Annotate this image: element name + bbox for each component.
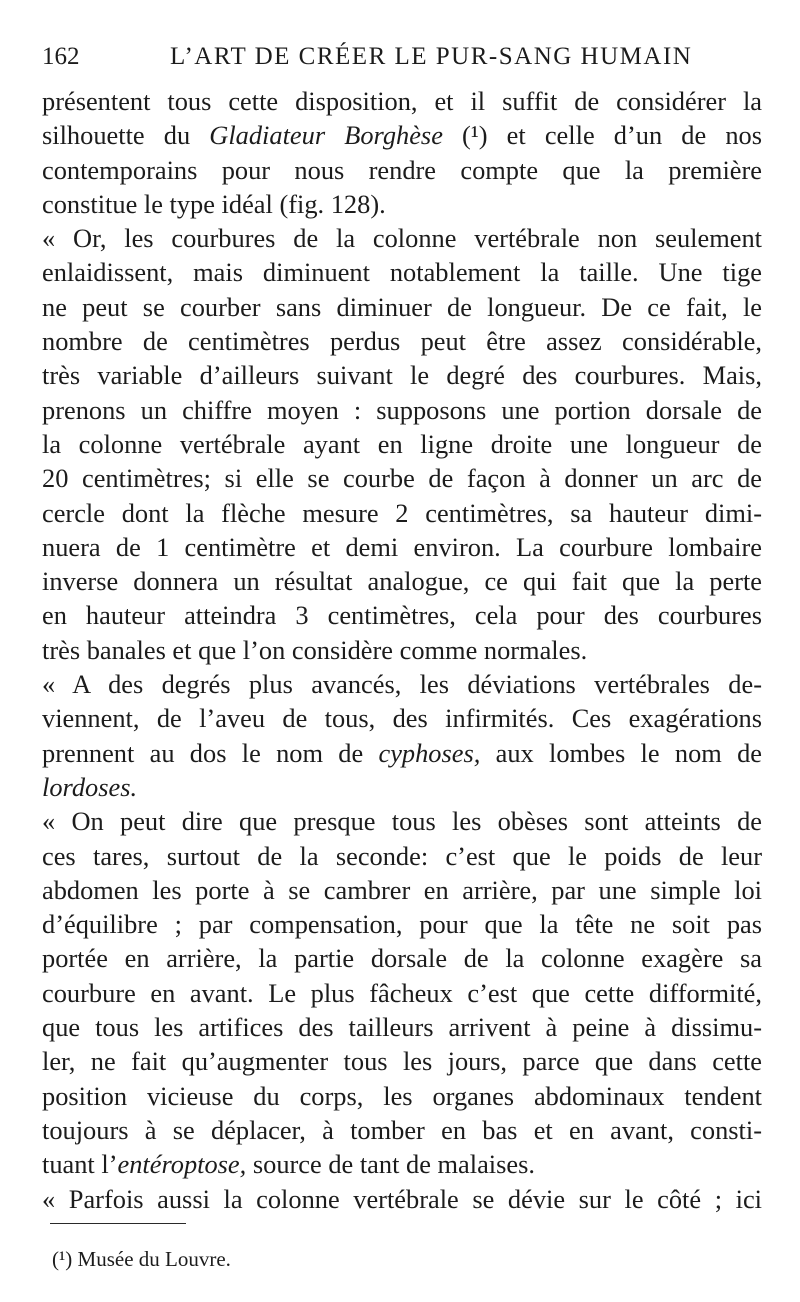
text-run: cercle dont la flèche mesure 2 centimètres, sa hauteur dimi- — [42, 497, 762, 528]
text-run: « On peut dire que presque tous les obèses sont atteints de — [42, 806, 762, 837]
text-line — [42, 1182, 762, 1216]
text-line — [42, 530, 762, 564]
footnote-rule — [50, 1223, 186, 1224]
text-line — [42, 1044, 762, 1078]
text-run: la colonne vertébrale ayant en ligne droite une longueur de — [42, 428, 762, 459]
text-run: prenons un chiffre moyen : supposons une portion dorsale de — [42, 394, 762, 425]
italic-text: Gladiateur Borghèse — [209, 120, 443, 151]
text-run: source de tant de malaises. — [246, 1149, 535, 1180]
text-line — [42, 221, 762, 255]
running-title: L’ART DE CRÉER LE PUR-SANG HUMAIN — [170, 43, 693, 70]
text-run: viennent, de l’aveu de tous, des infirmités. Ces exagérations — [42, 703, 762, 734]
text-run: (¹) et celle d’un de nos — [442, 120, 762, 151]
text-run: très variable d’ailleurs suivant le degré des courbures. Mais, — [42, 360, 762, 391]
text-line — [42, 255, 762, 289]
text-line — [42, 187, 762, 221]
text-run: courbure en avant. Le plus fâcheux c’est que cette difformité, — [42, 977, 762, 1008]
text-run: toujours à se déplacer, à tomber en bas et en avant, consti- — [42, 1114, 762, 1145]
text-run: « Or, les courbures de la colonne vertébrale non seulement — [42, 223, 762, 254]
text-line — [42, 598, 762, 632]
text-line — [42, 153, 762, 187]
text-line — [42, 564, 762, 598]
text-run: constitue le type idéal (fig. 128). — [42, 188, 386, 219]
text-run: que tous les artifices des tailleurs arrivent à peine à dissimu- — [42, 1012, 762, 1043]
italic-text: cyphoses, — [378, 737, 481, 768]
italic-text: lordoses. — [42, 771, 138, 802]
text-line — [42, 839, 762, 873]
text-line — [42, 118, 762, 152]
text-run: abdomen les porte à se cambrer en arrière, par une simple loi — [42, 874, 762, 905]
text-run: « Parfois aussi la colonne vertébrale se dévie sur le côté ; ici — [42, 1183, 762, 1214]
text-run: ler, ne fait qu’augmenter tous les jours, parce que dans cette — [42, 1046, 762, 1077]
text-line — [42, 496, 762, 530]
text-run: inverse donnera un résultat analogue, ce qui fait que la perte — [42, 566, 762, 597]
text-line — [42, 461, 762, 495]
text-run: enlaidissent, mais diminuent notablement la taille. Une tige — [42, 257, 762, 288]
text-run: portée en arrière, la partie dorsale de la colonne exagère sa — [42, 943, 762, 974]
text-line — [42, 633, 762, 667]
text-line — [42, 358, 762, 392]
text-line — [42, 667, 762, 701]
text-run: d’équilibre ; par compensation, pour que la tête ne soit pas — [42, 909, 762, 940]
text-run: ne peut se courber sans diminuer de longueur. De ce fait, le — [42, 291, 762, 322]
text-line — [42, 770, 762, 804]
text-line — [42, 941, 762, 975]
running-head — [42, 40, 762, 74]
text-line — [42, 324, 762, 358]
text-line — [42, 701, 762, 735]
text-run: aux lombes le nom de — [480, 737, 762, 768]
text-line — [42, 1079, 762, 1113]
text-run: très banales et que l’on considère comme normales. — [42, 634, 588, 665]
text-line — [42, 427, 762, 461]
text-run: 20 centimètres; si elle se courbe de façon à donner un arc de — [42, 463, 762, 494]
text-run: en hauteur atteindra 3 centimètres, cela pour des courbures — [42, 600, 762, 631]
text-run: position vicieuse du corps, les organes abdominaux tendent — [42, 1080, 762, 1111]
text-run: tuant l’ — [42, 1149, 118, 1180]
text-line — [42, 290, 762, 324]
text-run: présentent tous cette disposition, et il suffit de considérer la — [42, 86, 762, 116]
text-line — [42, 736, 762, 770]
text-run: contemporains pour nous rendre compte que la première — [42, 154, 762, 185]
italic-text: entéroptose, — [117, 1149, 247, 1180]
text-run: ces tares, surtout de la seconde: c’est que le poids de leur — [42, 840, 762, 871]
text-line — [42, 873, 762, 907]
text-line — [42, 1010, 762, 1044]
text-line — [42, 84, 762, 118]
text-run: prennent au dos le nom de — [42, 737, 379, 768]
text-run: « A des degrés plus avancés, les déviations vertébrales de- — [42, 669, 762, 700]
text-run: nombre de centimètres perdus peut être assez considérable, — [42, 326, 762, 357]
text-line — [42, 393, 762, 427]
text-line — [42, 1113, 762, 1147]
page-number: 162 — [42, 43, 80, 70]
body-text — [42, 84, 762, 1216]
text-line — [42, 804, 762, 838]
footnote: (¹) Musée du Louvre. — [52, 1247, 231, 1271]
book-page — [42, 0, 762, 1302]
text-line — [42, 1147, 762, 1181]
text-line — [42, 907, 762, 941]
text-run: silhouette du — [42, 120, 210, 151]
text-line — [42, 976, 762, 1010]
text-run: nuera de 1 centimètre et demi environ. La courbure lombaire — [42, 531, 762, 562]
